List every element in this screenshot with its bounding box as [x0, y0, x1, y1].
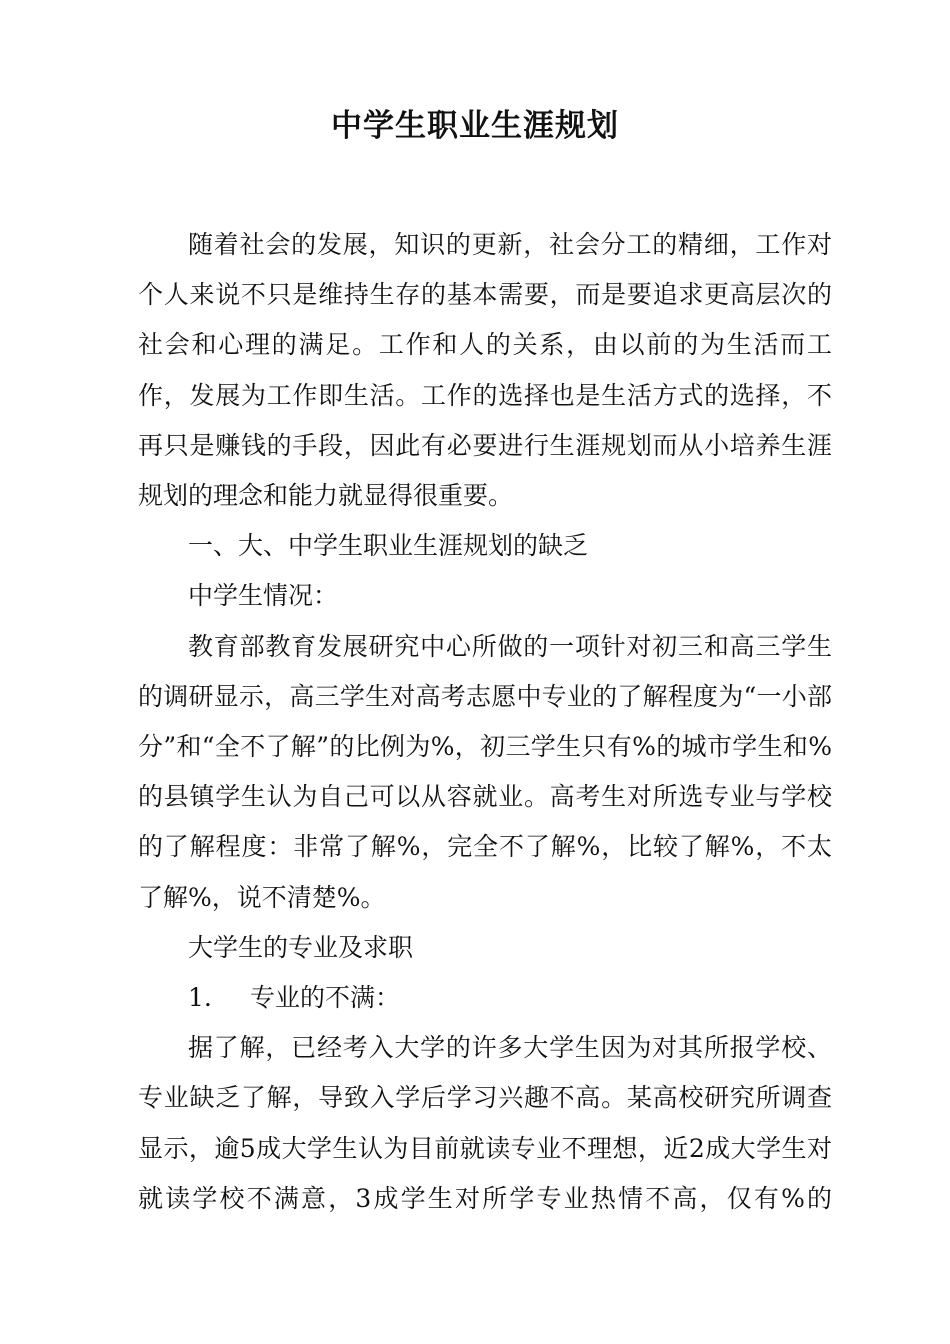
- paragraph-major-dissatisfaction: 据了解，已经考入大学的许多大学生因为对其所报学校、专业缺乏了解，导致入学后学习兴趣不高。某高校研究所调查显示，逾5成大学生认为目前就读专业不理想，近2成大学生对就读学校不满意，3成学生对所学专业热情不高，仅有%的: [138, 1033, 832, 1213]
- document-title: 中学生职业生涯规划: [331, 108, 619, 144]
- section-heading: 一、大、中学生职业生涯规划的缺乏: [188, 531, 589, 561]
- document-body: [138, 220, 832, 1224]
- paragraph-intro: 随着社会的发展，知识的更新，社会分工的精细，工作对个人来说不只是维持生存的基本需要，而是要追求更高层次的社会和心理的满足。工作和人的关系，由以前的为生活而工作，发展为工作即生活。工作的选择也是生活方式的选择，不再只是赚钱的手段，因此有必要进行生涯规划而从小培养生涯规划的理念和能力就显得很重要。: [138, 230, 832, 511]
- paragraph-survey: 教育部教育发展研究中心所做的一项针对初三和高三学生的调研显示，高三学生对高考志愿中专业的了解程度为“一小部分”和“全不了解”的比例为%，初三学生只有%的城市学生和%的县镇学生认为自己可以从容就业。高考生对所选专业与学校的了解程度：非常了解%，完全不了解%，比较了解%，不太了解%，说不清楚%。: [138, 631, 832, 912]
- list-item: [138, 973, 832, 1023]
- list-item-text: 专业的不满：: [250, 983, 401, 1013]
- subheading-university: 大学生的专业及求职: [188, 932, 414, 962]
- subheading-middle-school: 中学生情况：: [188, 581, 339, 611]
- list-item-number: 1.: [188, 983, 212, 1013]
